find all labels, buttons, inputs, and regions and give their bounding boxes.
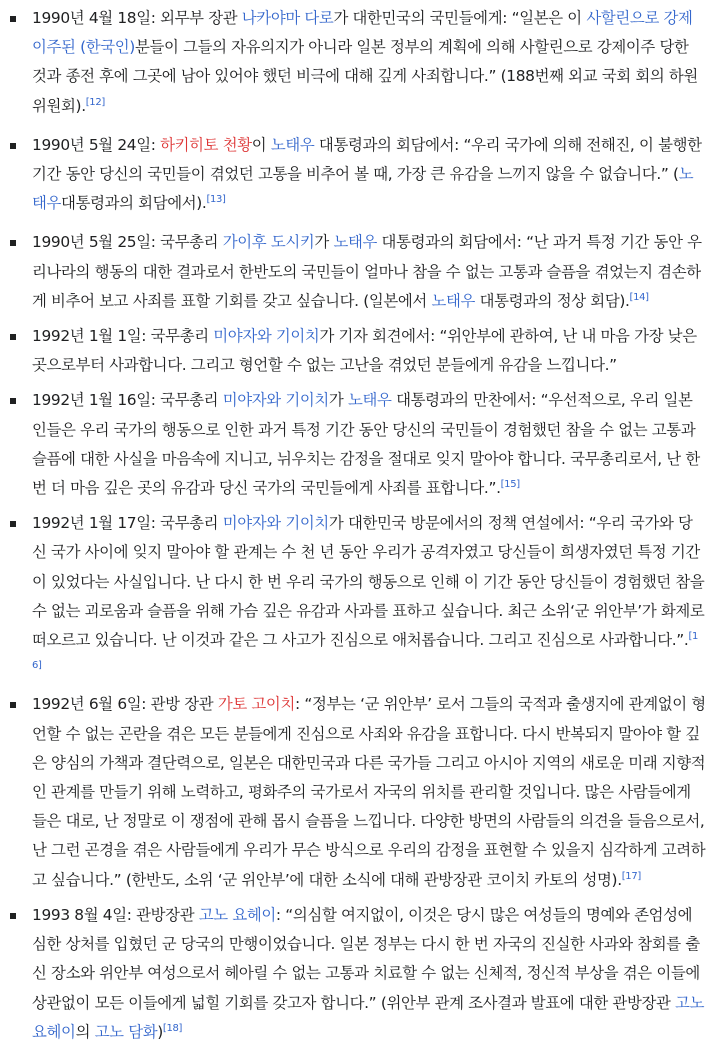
list-item bbox=[10, 690, 706, 894]
text-run: 1992년 1월 16일: 국무총리 bbox=[32, 391, 223, 410]
citation-link[interactable]: [16] bbox=[32, 630, 699, 672]
wiki-link[interactable]: 노태우 bbox=[32, 165, 694, 213]
wiki-link[interactable]: 고노 담화 bbox=[94, 1022, 158, 1041]
text-run: 이 bbox=[251, 135, 271, 154]
wiki-link[interactable]: 노태우 bbox=[347, 391, 392, 410]
list-item-text bbox=[32, 9, 698, 115]
list-item-text bbox=[32, 233, 702, 309]
bullet-icon bbox=[10, 521, 16, 527]
citation-link[interactable]: [14] bbox=[629, 291, 649, 303]
text-run: 1990년 5월 25일: 국무총리 bbox=[32, 233, 223, 252]
list-item-text bbox=[32, 695, 706, 888]
wiki-link[interactable]: 고노 요헤이 bbox=[198, 905, 276, 924]
text-run: 1992년 1월 1일: 국무총리 bbox=[32, 327, 214, 346]
text-run: : “의심할 여지없이, 이것은 당시 많은 여성들의 명예와 존엄성에 심한 상처를 입혔던 군 당국의 만행이었습니다. 일본 정부는 다시 한 번 자국의 진실한 사과와 참회를 출신 장소와 위안부 여성으로서 헤아릴 수 없는 고통과 치료할 수 없는 신체적, 정신적 부상을 겪은 이들에 상관없이 모든 이들에게 넓힐 기회를 갖고자 합니다.” (위안부 관계 조사결과 발표에 대한 관방장관 bbox=[32, 905, 700, 1012]
list-item bbox=[10, 131, 706, 219]
list-item bbox=[10, 4, 706, 121]
text-run: 가 대한민국의 국민들에게: “일본은 이 bbox=[333, 9, 587, 27]
list-item-text bbox=[32, 327, 697, 374]
citation-link[interactable]: [12] bbox=[85, 96, 105, 108]
wiki-link[interactable]: 미야자와 기이치 bbox=[213, 327, 320, 346]
text-run: 의 bbox=[75, 1022, 95, 1041]
text-run: 가 bbox=[314, 233, 334, 252]
text-run: 대통령과의 회담에서: “난 과거 특정 기간 동안 우리나라의 행동의 대한 결과로서 한반도의 국민들이 얼마나 참을 수 없는 고통과 슬픔을 겪었는지 겸손하게 비추어 보고 사죄를 표할 기회를 갖고 싶습니다. (일본에서 bbox=[32, 233, 702, 310]
wiki-link[interactable]: 사할린으로 강제이주된 (한국인) bbox=[32, 9, 693, 57]
bullet-icon bbox=[10, 702, 16, 708]
bullet-icon bbox=[10, 240, 16, 246]
text-run: 가 기자 회견에서: “위안부에 관하여, 난 내 마음 가장 낮은 곳으로부터 사과합니다. 그리고 형언할 수 없는 고난을 겪었던 분들에게 유감을 느낍니다.” bbox=[32, 327, 697, 375]
text-run: 분들이 그들의 자유의지가 아니라 일본 정부의 계획에 의해 사할린으로 강제이주 당한 것과 종전 후에 그곳에 남아 있어야 했던 비극에 대해 깊게 사죄합니다.” (188번째 외교 국회 회의 하원위원회). bbox=[32, 38, 698, 115]
citation-link[interactable]: [17] bbox=[621, 870, 641, 882]
wiki-link[interactable]: 노태우 bbox=[431, 291, 476, 310]
wiki-link[interactable]: 노태우 bbox=[270, 135, 315, 154]
citation-link[interactable]: [15] bbox=[500, 478, 520, 490]
redlink[interactable]: 하키히토 천황 bbox=[160, 135, 252, 154]
text-run: 가 bbox=[328, 391, 348, 410]
bullet-icon bbox=[10, 913, 16, 919]
list-item-text bbox=[32, 391, 700, 497]
text-run: 대통령과의 만찬에서: “우선적으로, 우리 일본인들은 우리 국가의 행동으로 인한 과거 특정 기간 동안 당신의 국민들이 경험했던 참을 수 없는 고통과 슬픔에 대한 사실을 마음속에 지니고, 뉘우치는 감정을 절대로 잊지 말아야 합니다. 국무총리로서, 난 한 번 더 마음 깊은 곳의 유감과 당신 국가의 국민들에게 사죄를 표합니다.”. bbox=[32, 391, 700, 498]
wiki-link[interactable]: 미야자와 기이치 bbox=[222, 391, 329, 410]
text-run: 1992년 6월 6일: 관방 장관 bbox=[32, 695, 218, 714]
citation-link[interactable]: [13] bbox=[206, 194, 226, 206]
list-item bbox=[10, 509, 706, 684]
list-item bbox=[10, 322, 706, 380]
bullet-icon bbox=[10, 398, 16, 404]
text-run: ) bbox=[157, 1022, 163, 1041]
text-run: : “정부는 ‘군 위안부’ 로서 그들의 국적과 출생지에 관계없이 형언할 수 없는 곤란을 겪은 모든 분들에게 진심으로 사죄와 유감을 표합니다. 다시 반복되지 말아야 할 깊은 양심의 가책과 결단력으로, 일본은 대한민국과 다른 국가들 그리고 아시아 지역의 새로운 미래 지향적인 관계를 만들기 위해 노력하고, 평화주의 국가로서 자국의 위치를 관리할 것입니다. 많은 사람들에게 들은 대로, 난 정말로 이 쟁점에 관해 몹시 슬픔을 느낍니다. 다양한 방면의 사람들의 의견을 들음으로서, 난 그런 곤경을 겪은 사람들에게 우리가 무슨 방식으로 우리의 감정을 표현할 수 있을지 심각하게 고려하고 싶습니다.” (한반도, 소위 ‘군 위안부’에 대한 소식에 대해 관방장관 코이치 카토의 성명). bbox=[32, 695, 706, 889]
wiki-link[interactable]: 가이후 도시키 bbox=[222, 233, 315, 252]
redlink[interactable]: 가토 고이치 bbox=[217, 695, 295, 714]
list-item-text bbox=[32, 906, 704, 1041]
text-run: 가 대한민국 방문에서의 정책 연설에서: “우리 국가와 당신 국가 사이에 잊지 말아야 할 관계는 수 천 년 동안 우리가 공격자였고 당신들이 희생자였던 특정 기간이 있었다는 사실입니다. 난 다시 한 번 우리 국가의 행동으로 인해 이 기간 동안 당신들이 경험했던 참을 수 없는 괴로움과 슬픔을 위해 가슴 깊은 유감과 사과를 표하고 싶습니다. 최근 소위‘군 위안부’가 화제로 떠오르고 있습니다. 난 이것과 같은 그 사고가 진심으로 애처롭습니다. 그리고 진심으로 사과합니다.”. bbox=[32, 514, 705, 650]
wiki-link[interactable]: 나카야마 다로 bbox=[241, 9, 334, 27]
bullet-icon bbox=[10, 143, 16, 149]
bullet-icon bbox=[10, 334, 16, 340]
text-run: 1990년 5월 24일: bbox=[32, 135, 161, 154]
list-item bbox=[10, 386, 706, 503]
list-item-text bbox=[32, 514, 704, 678]
wiki-link[interactable]: 노태우 bbox=[333, 233, 378, 252]
text-run: 1993 8월 4일: 관방장관 bbox=[32, 905, 199, 924]
wiki-link[interactable]: 고노 요헤이 bbox=[32, 993, 705, 1041]
text-run: 대통령과의 회담에서: “우리 국가에 의해 전해진, 이 불행한 기간 동안 당신의 국민들이 겪었던 고통을 비추어 볼 때, 가장 큰 유감을 느끼지 않을 수 없습니다.” ( bbox=[32, 135, 702, 184]
text-run: 1990년 4월 18일: 외무부 장관 bbox=[32, 9, 242, 27]
wiki-link[interactable]: 미야자와 기이치 bbox=[222, 514, 329, 533]
list-item bbox=[10, 228, 706, 316]
bullet-icon bbox=[10, 16, 16, 22]
text-run: 1992년 1월 17일: 국무총리 bbox=[32, 514, 223, 533]
list-item-text bbox=[32, 136, 702, 212]
text-run: 대통령과의 회담에서). bbox=[61, 194, 207, 213]
text-run: 대통령과의 정상 회담). bbox=[475, 291, 630, 310]
citation-link[interactable]: [18] bbox=[162, 1022, 183, 1034]
list-item bbox=[10, 901, 706, 1047]
apology-list bbox=[10, 4, 706, 1047]
